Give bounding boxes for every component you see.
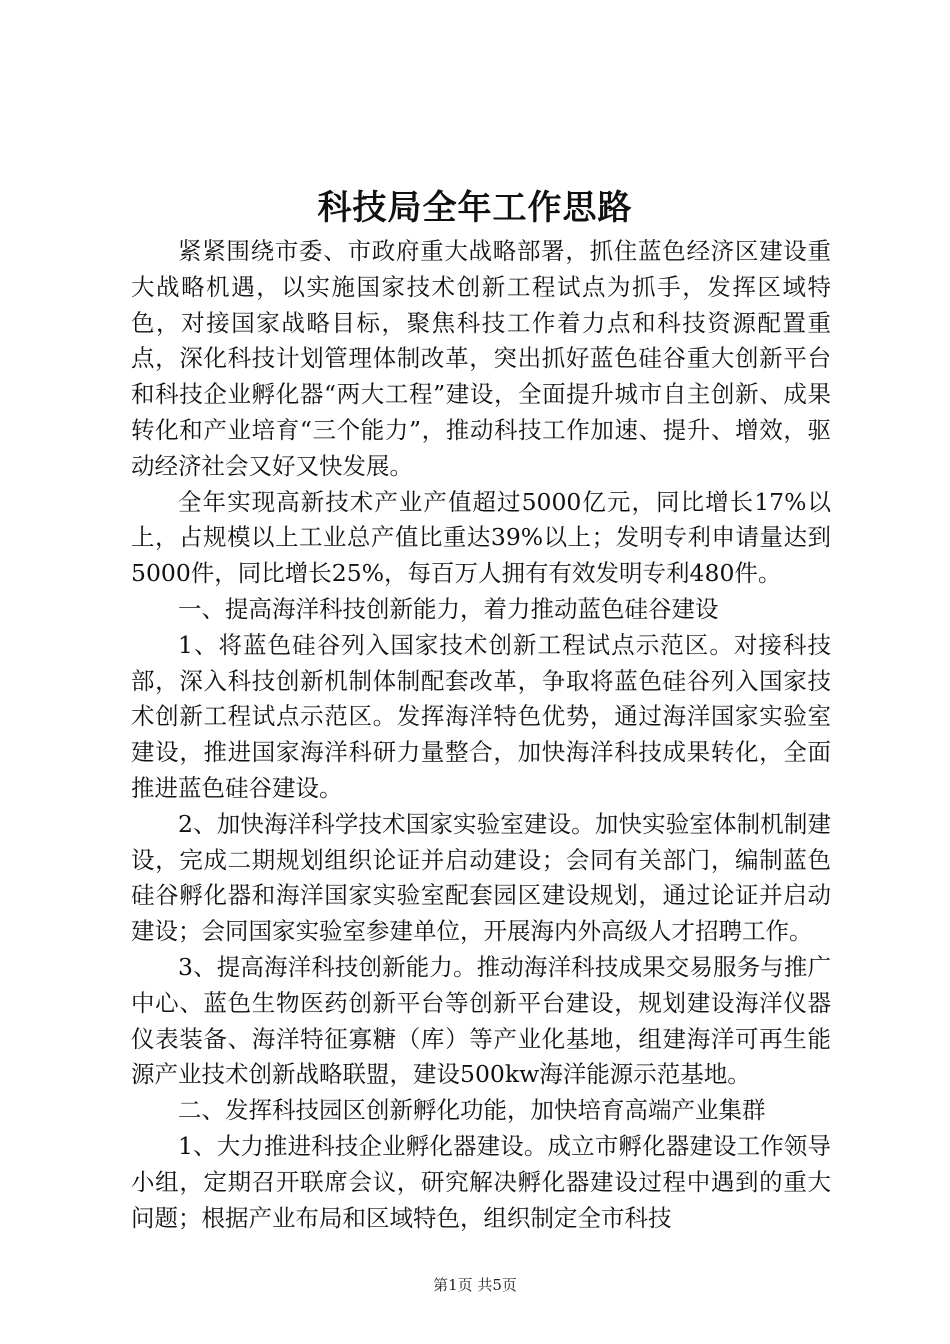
section-heading-1: 一、提高海洋科技创新能力，着力推动蓝色硅谷建设 — [178, 594, 719, 623]
paragraph-item-1-2: 2、加快海洋科学技术国家实验室建设。加快实验室体制机制建设，完成二期规划组织论证并启动建设；会同有关部门，编制蓝色硅谷孵化器和海洋国家实验室配套园区建设规划，通过论证并启动建设；会同国家实验室参建单位，开展海内外高级人才招聘工作。 — [131, 809, 831, 946]
document-body — [131, 234, 831, 1236]
section-heading-2: 二、发挥科技园区创新孵化功能，加快培育高端产业集群 — [178, 1096, 766, 1125]
paragraph-item-1-1: 1、将蓝色硅谷列入国家技术创新工程试点示范区。对接科技部，深入科技创新机制体制配套改革，争取将蓝色硅谷列入国家技术创新工程试点示范区。发挥海洋特色优势，通过海洋国家实验室建设，推进国家海洋科研力量整合，加快海洋科技成果转化，全面推进蓝色硅谷建设。 — [131, 630, 831, 802]
document-title: 科技局全年工作思路 — [317, 188, 633, 228]
page-number-footer: 第1页 共5页 — [433, 1276, 517, 1294]
paragraph-item-1-3: 3、提高海洋科技创新能力。推动海洋科技成果交易服务与推广中心、蓝色生物医药创新平台等创新平台建设，规划建设海洋仪器仪表装备、海洋特征寡糖（库）等产业化基地，组建海洋可再生能源产业技术创新战略联盟，建设500kw海洋能源示范基地。 — [131, 952, 831, 1089]
paragraph-intro: 紧紧围绕市委、市政府重大战略部署，抓住蓝色经济区建设重大战略机遇，以实施国家技术创新工程试点为抓手，发挥区域特色，对接国家战略目标，聚焦科技工作着力点和科技资源配置重点，深化科技计划管理体制改革，突出抓好蓝色硅谷重大创新平台和科技企业孵化器“两大工程”建设，全面提升城市自主创新、成果转化和产业培育“三个能力”，推动科技工作加速、提升、增效，驱动经济社会又好又快发展。 — [131, 237, 831, 480]
paragraph-item-2-1: 1、大力推进科技企业孵化器建设。成立市孵化器建设工作领导小组，定期召开联席会议，研究解决孵化器建设过程中遇到的重大问题；根据产业布局和区域特色，组织制定全市科技 — [131, 1131, 831, 1232]
paragraph-targets: 全年实现高新技术产业产值超过5000亿元，同比增长17%以上，占规模以上工业总产值比重达39%以上；发明专利申请量达到5000件，同比增长25%，每百万人拥有有效发明专利480件。 — [131, 487, 831, 588]
